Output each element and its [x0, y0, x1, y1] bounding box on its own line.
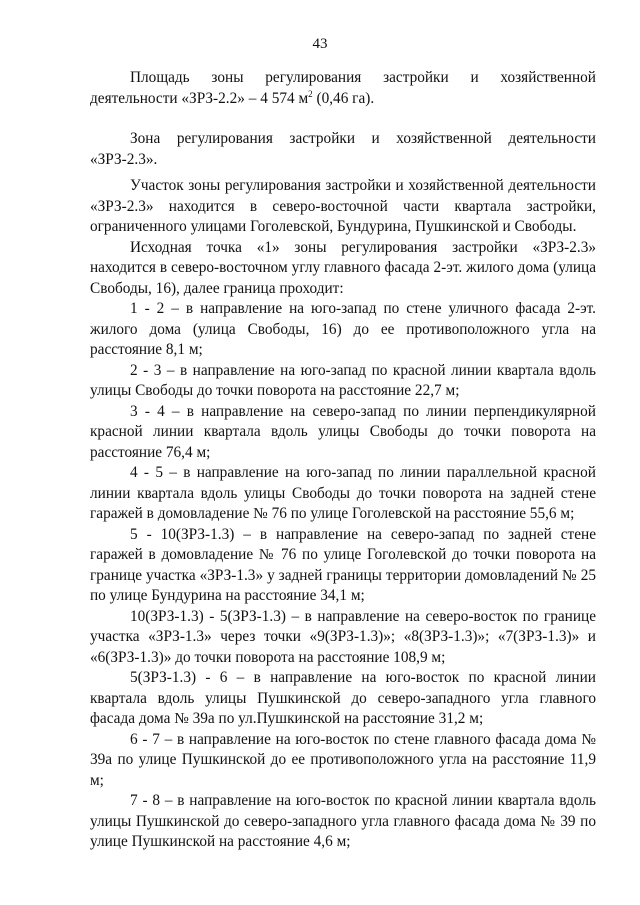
- paragraph-zone-title: Зона регулирования застройки и хозяйственной деятельности «ЗРЗ-2.3».: [90, 130, 596, 168]
- paragraph-zone-location: Участок зоны регулирования застройки и хозяйственной деятельности «ЗРЗ-2.3» находится в северо-восточной части квартала застройки, ограниченного улицами Гоголевской, Бундурина, Пушкинской и Свободы.: [90, 177, 596, 235]
- paragraph-segment-3-4: 3 - 4 – в направление на северо-запад по линии перпендикулярной красной линии квартала вдоль улицы Свободы до точки поворота на расстояние 76,4 м;: [90, 402, 596, 461]
- area-text: Площадь зоны регулирования застройки и хозяйственной деятельности «ЗРЗ-2.2» – 4 574 м: [90, 69, 596, 107]
- paragraph-segment-10-5: 10(ЗРЗ-1.3) - 5(ЗРЗ-1.3) – в направление на северо-восток по границе участка «ЗРЗ-1.3» через точки «9(ЗРЗ-1.3)»; «8(ЗРЗ-1.3)»; «7(ЗРЗ-1.3)» и «6(ЗРЗ-1.3)» до точки поворота на расстояние 108,9 м;: [90, 607, 596, 666]
- area-superscript: 2: [308, 88, 313, 99]
- area-text-end: (0,46 га).: [312, 89, 375, 107]
- paragraph-segment-1-2: 1 - 2 – в направление на юго-запад по стене уличного фасада 2-эт. жилого дома (улица Свободы, 16) до ее противоположного угла на расстояние 8,1 м;: [90, 300, 596, 358]
- paragraph-segment-4-5: 4 - 5 – в направление на юго-запад по линии параллельной красной линии квартала вдоль улицы Свободы до точки поворота на задней стене гаражей в домовладение № 76 по улице Гоголевской на расстояние 55,6 м;: [90, 464, 596, 522]
- paragraph-segment-2-3: 2 - 3 – в направление на юго-запад по красной линии квартала вдоль улицы Свободы до точки поворота на расстояние 22,7 м;: [90, 361, 596, 399]
- document-body: [90, 68, 596, 853]
- paragraph-segment-6-7: 6 - 7 – в направление на юго-восток по стене главного фасада дома № 39а по улице Пушкинской до ее противоположного угла на расстояние 11,9 м;: [90, 730, 596, 789]
- paragraph-area-zrz-2-2: [90, 68, 596, 109]
- paragraph-segment-7-8: 7 - 8 – в направление на юго-восток по красной линии квартала вдоль улицы Пушкинской до северо-западного угла главного фасада дома № 39 по улице Пушкинской на расстояние 4,6 м;: [90, 792, 596, 850]
- paragraph-segment-5-6: 5(ЗРЗ-1.3) - 6 – в направление на юго-восток по красной линии квартала вдоль улицы Пушкинской до северо-западного угла главного фасада дома № 39а по ул.Пушкинской на расстояние 31,2 м;: [90, 669, 596, 727]
- paragraph-start-point: Исходная точка «1» зоны регулирования застройки «ЗРЗ-2.3» находится в северо-восточном углу главного фасада 2-эт. жилого дома (улица Свободы, 16), далее граница проходит:: [90, 238, 596, 297]
- paragraph-segment-5-10: 5 - 10(ЗРЗ-1.3) – в направление на северо-запад по задней стене гаражей в домовладение № 76 по улице Гоголевской до точки поворота на границе участка «ЗРЗ-1.3» у задней границы территории домовладений № 25 по улице Бундурина на расстояние 34,1 м;: [90, 525, 596, 604]
- page-number: 43: [312, 36, 328, 52]
